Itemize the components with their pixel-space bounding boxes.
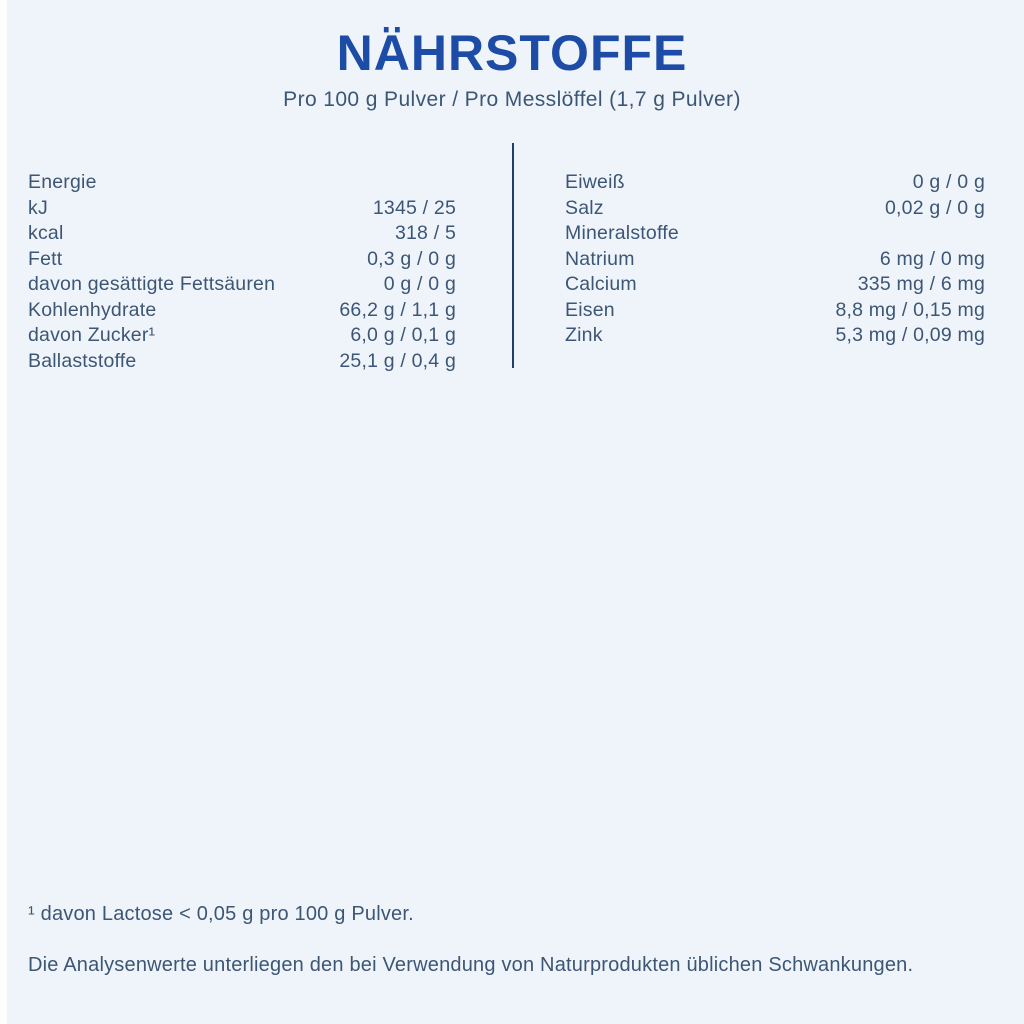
nutrient-value: 8,8 mg / 0,15 mg [835,298,985,321]
nutrient-row [28,247,456,273]
nutrient-label: Kohlenhydrate [28,298,157,321]
nutrient-label: Calcium [565,273,637,295]
nutrient-label: Zink [565,324,603,346]
nutrient-row [565,298,985,324]
nutrient-column-right [565,170,985,349]
nutrient-value: 0,3 g / 0 g [367,247,456,270]
lactose-footnote: ¹ davon Lactose < 0,05 g pro 100 g Pulver. [28,903,414,925]
serving-info-subtitle: Pro 100 g Pulver / Pro Messlöffel (1,7 g Pulver) [283,88,741,111]
nutrient-row [565,221,985,247]
nutrient-row [28,323,456,349]
nutrient-row [28,298,456,324]
analysis-disclaimer: Die Analysenwerte unterliegen den bei Verwendung von Naturprodukten üblichen Schwankungen. [28,954,914,976]
nutrient-label: Eiweiß [565,171,625,193]
nutrient-label: kcal [28,222,64,244]
nutrient-row [565,272,985,298]
nutrient-label: Mineralstoffe [565,222,679,244]
nutrient-label: kJ [28,196,48,219]
nutrient-value: 0,02 g / 0 g [885,196,985,219]
nutrient-row [28,272,456,298]
column-divider [512,143,514,368]
nutrient-label: davon gesättigte Fettsäuren [28,273,276,295]
nutrient-row [565,170,985,196]
nutrient-label: Ballaststoffe [28,349,137,372]
nutrient-row [565,323,985,349]
nutrient-value: 1345 / 25 [372,196,456,219]
nutrient-row [565,247,985,273]
nutrient-label: davon Zucker¹ [28,324,156,346]
nutrient-row [28,196,456,222]
nutrient-row [28,349,456,375]
nutrient-value: 6,0 g / 0,1 g [350,324,456,346]
nutrient-label: Eisen [565,298,615,321]
nutrient-value: 6 mg / 0 mg [879,247,985,270]
nutrient-value: 5,3 mg / 0,09 mg [835,324,985,346]
nutrient-row [28,221,456,247]
nutrient-label: Fett [28,247,63,270]
nutrient-column-left [28,170,456,374]
nutrient-value: 0 g / 0 g [912,171,985,193]
nutrient-value: 25,1 g / 0,4 g [339,349,456,372]
nutrient-value: 335 mg / 6 mg [857,273,985,295]
nutrient-row [565,196,985,222]
nutrient-label: Natrium [565,247,635,270]
nutrient-value: 318 / 5 [394,222,456,244]
page-title: NÄHRSTOFFE [336,25,688,81]
page-edge-strip [0,0,7,1024]
nutrient-row [28,170,456,196]
nutrient-value: 0 g / 0 g [383,273,456,295]
nutrient-label: Salz [565,196,604,219]
nutrient-value: 66,2 g / 1,1 g [339,298,456,321]
nutrient-label: Energie [28,171,97,193]
